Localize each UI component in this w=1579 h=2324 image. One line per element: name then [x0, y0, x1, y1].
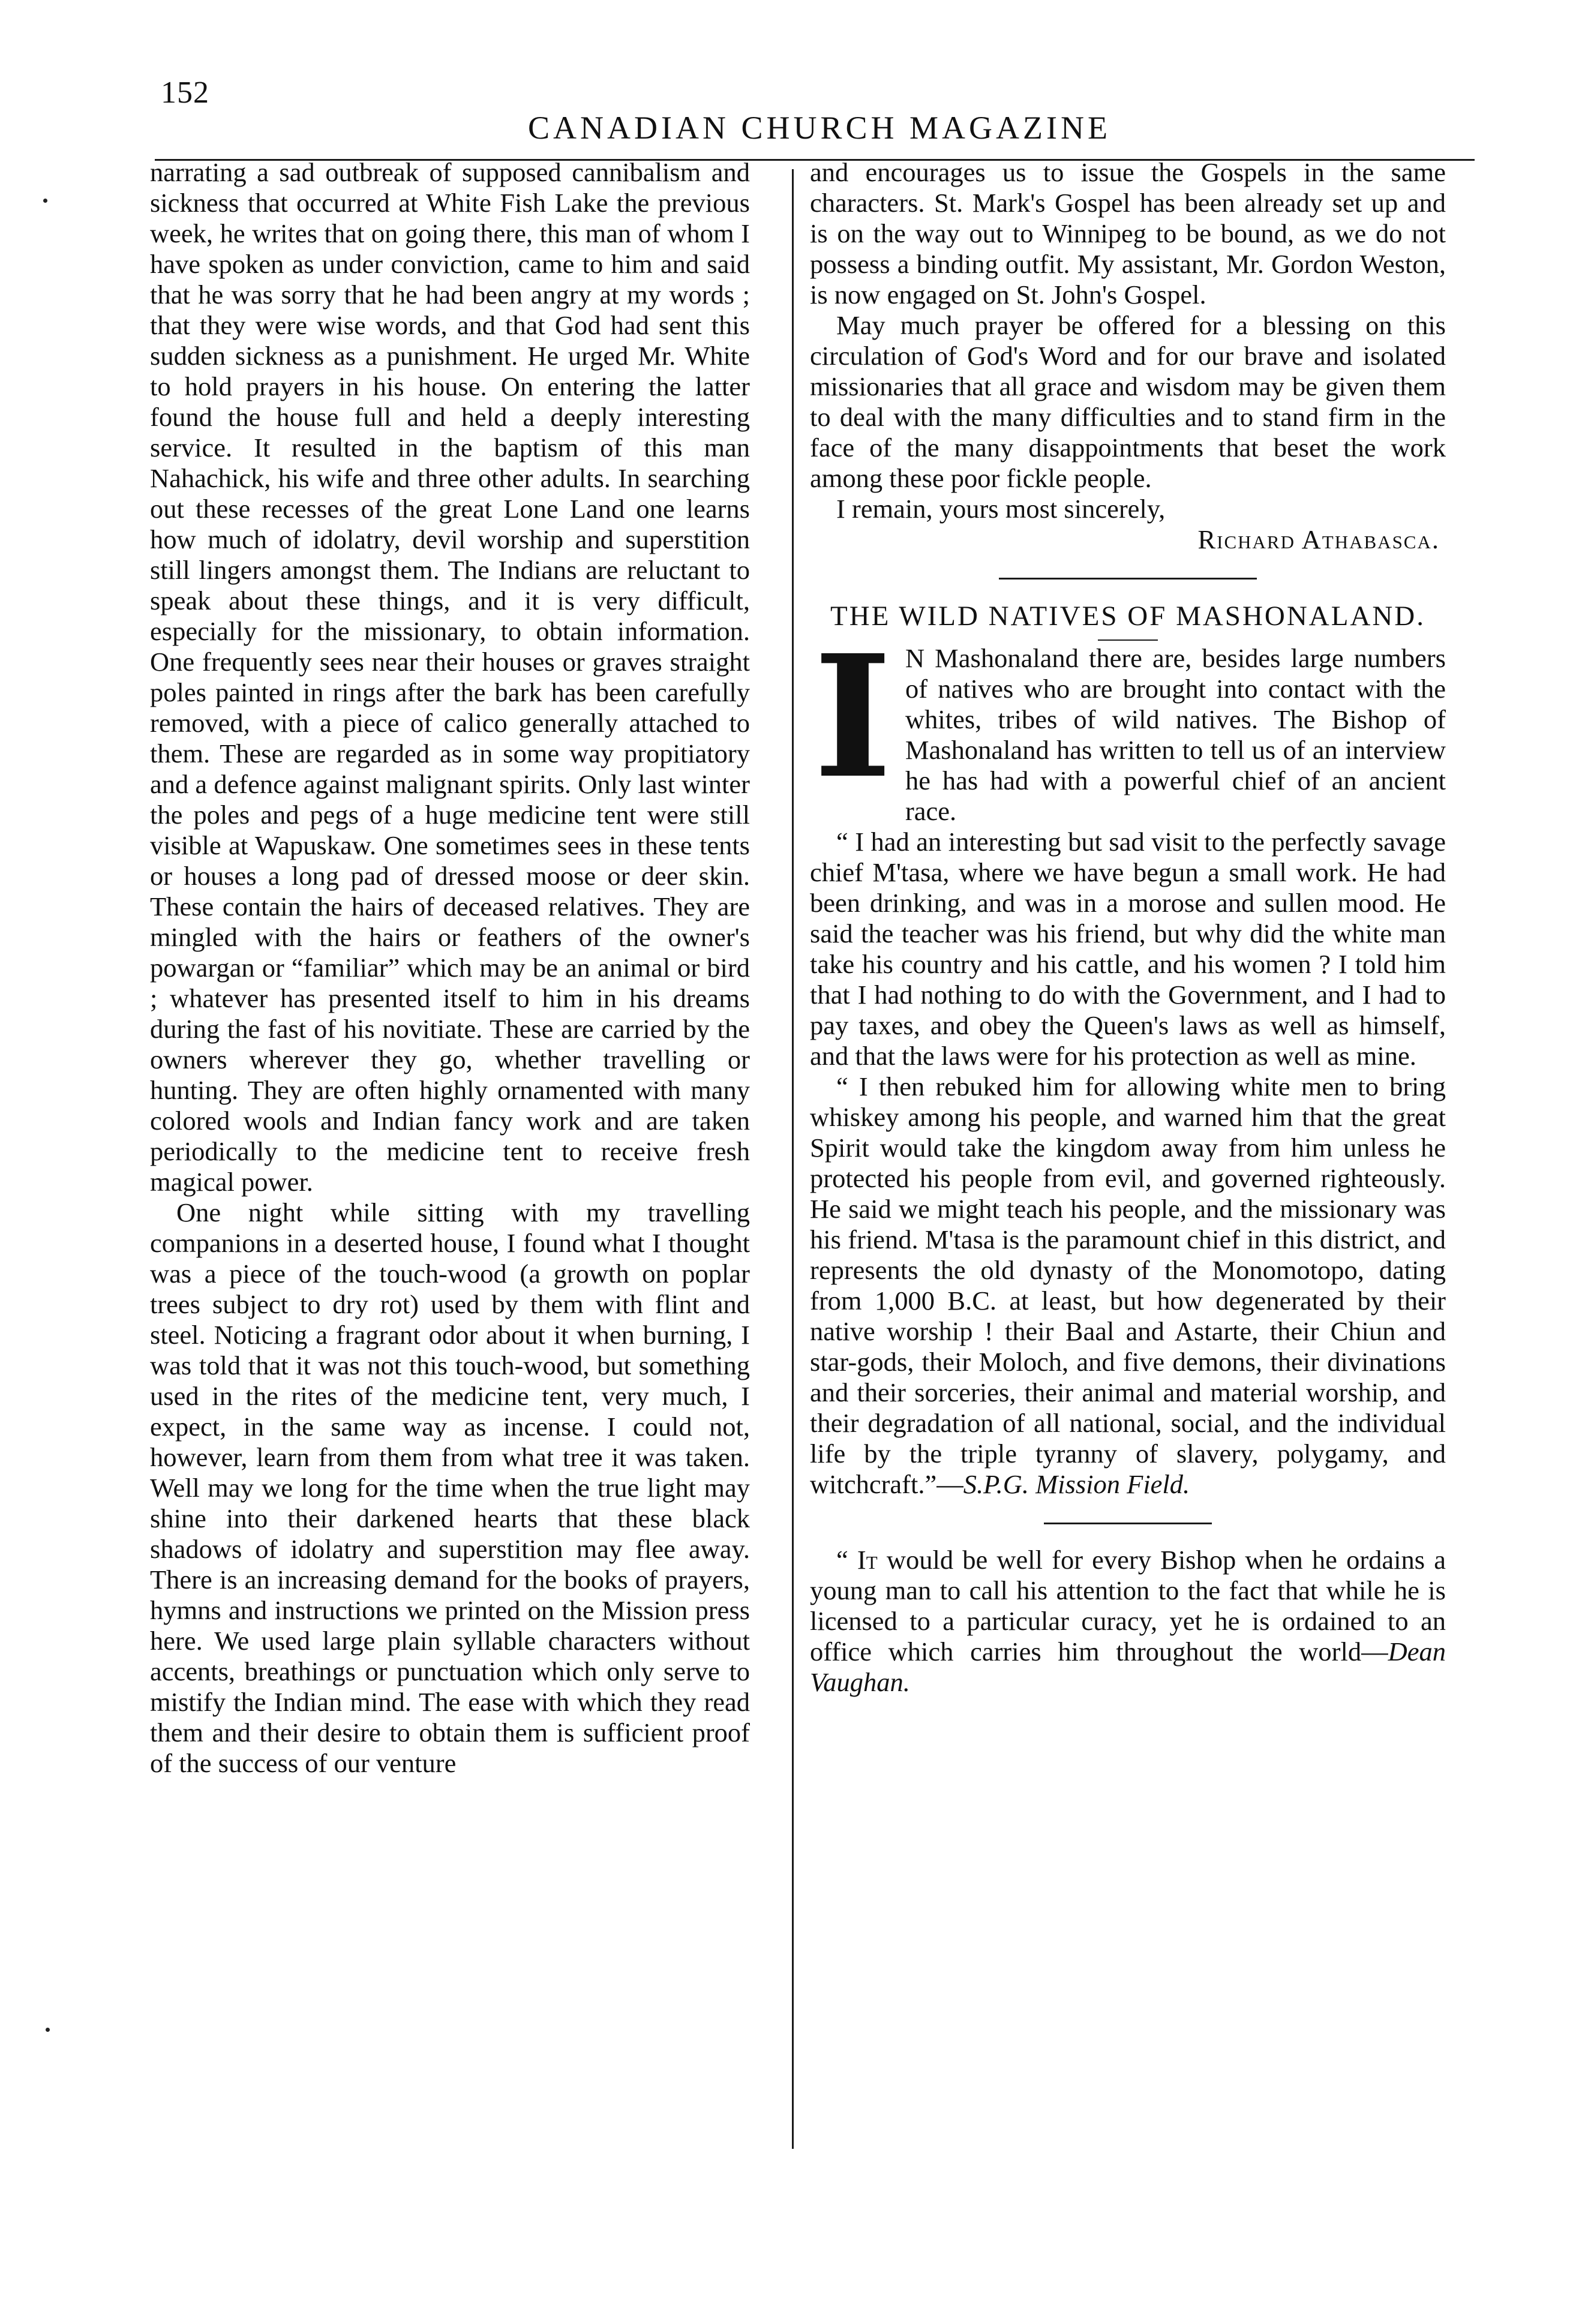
article-lead-text: N Mashonaland there are, besides large numbers of natives who are brought into contact with the whites, tribes of wild natives. The Bishop of Mashonaland has written to tell us of an interview he has had with a powerful chief of an ancient race.: [905, 643, 1446, 826]
running-head: CANADIAN CHURCH MAGAZINE: [528, 110, 1111, 146]
article-title: THE WILD NATIVES OF MASHONALAND.: [830, 600, 1425, 632]
body-paragraph: narrating a sad outbreak of supposed cannibalism and sickness that occurred at White Fish Lake the previous week, he writes that on going there, this man of whom I have spoken as under conviction, came to him and said that he was sorry that he had been angry at my words ; that they were wise words, and that God had sent this sudden sickness as a punishment. He urged Mr. White to hold prayers in his house. On entering the latter found the house full and held a deeply interesting service. It resulted in the baptism of this man Nahachick, his wife and three other adults. In searching out these recesses of the great Lone Land one learns how much of idolatry, devil worship and superstition still lingers amongst them. The Indians are reluctant to speak about these things, and it is very difficult, especially for the missionary, to obtain information. One frequently sees near their houses or graves straight poles painted in rings after the bark has been carefully removed, with a piece of calico generally attached to them. These are regarded as in some way propitiatory and a defence against malignant spirits. Only last winter the poles and pegs of a huge medicine tent were still visible at Wapuskaw. One sometimes sees in these tents or houses a long pad of dressed moose or deer skin. These contain the hairs of deceased relatives. They are mingled with the hairs or feathers of the owner's powargan or “familiar” which may be an animal or bird ; whatever has presented itself to him in his dreams during the fast of his novitiate. These are carried by the owners wherever they go, whether travelling or hunting. They are often highly ornamented with many colored wools and Indian fancy work and are taken periodically to the medicine tent to receive fresh magical power.: [150, 157, 750, 1197]
letter-paragraph: May much prayer be offered for a blessing on this circulation of God's Word and for our brave and isolated missionaries that all grace and wisdom may be given them to deal with the many difficulties and to stand firm in the face of the many disappointments that beset the work among these poor fickle people.: [810, 310, 1446, 493]
drop-cap: I: [813, 618, 892, 816]
section-divider: [1044, 1523, 1212, 1524]
section-divider: [999, 578, 1257, 580]
title-rule: [1098, 639, 1158, 641]
quote-author: Dean Vaughan.: [810, 1637, 1446, 1697]
quote-text: would be well for every Bishop when he ordains a young man to call his attention to the fact that while he is licensed to a particular curacy, yet he is ordained to an office which carries him throughout the world—: [810, 1545, 1446, 1667]
page-number: 152: [161, 76, 209, 110]
letter-paragraph: and encourages us to issue the Gospels in the same characters. St. Mark's Gospel has been already set up and is on the way out to Winnipeg to be bound, as we do not possess a binding outfit. My assistant, Mr. Gordon Weston, is now engaged on St. John's Gospel.: [810, 157, 1446, 310]
quote-lead-word: It: [857, 1545, 878, 1575]
column-rule: [792, 169, 794, 2149]
margin-dot: [43, 199, 47, 203]
article-paragraph: “ I had an interesting but sad visit to the perfectly savage chief M'tasa, where we have begun a small work. He had been drinking, and was in a morose and sullen mood. He said the teacher was his friend, but why did the white man take his country and his cattle, and his women ? I told him that I had nothing to do with the Government, and I had to pay taxes, and obey the Queen's laws as well as himself, and that the laws were for his protection as well as mine.: [810, 827, 1446, 1071]
article-paragraph-text: “ I then rebuked him for allowing white men to bring whiskey among his people, and warned him that the great Spirit would take the kingdom away from him unless he protected his people from evil, and governed righteously. He said we might teach his people, and the missionary was his friend. M'tasa is the paramount chief in this district, and represents the old dynasty of the Monomotopo, dating from 1,000 B.C. at least, but how degenerated by their native worship ! their Baal and Astarte, their Chiun and star-gods, their Moloch, and five demons, their divinations and their sorceries, their animal and material worship, and their degradation of all national, social, and the individual life by the triple tyranny of slavery, polygamy, and witchcraft.”—: [810, 1071, 1446, 1499]
letter-signature: Richard Athabasca.: [1197, 524, 1440, 554]
body-paragraph: One night while sitting with my travelling companions in a deserted house, I found what I thought was a piece of the touch-wood (a growth on poplar trees subject to dry rot) used by them with flint and steel. Noticing a fragrant odor about it when burning, I was told that it was not this touch-wood, but something used in the rites of the medicine tent, very much, I expect, in the same way as incense. I could not, however, learn from them from what tree it was taken. Well may we long for the time when the true light may shine into their darkened hearts that these black shadows of idolatry and superstition may flee away. There is an increasing demand for the books of prayers, hymns and instructions we printed on the Mission press here. We used large plain syllable characters without accents, breathings or punctuation which only serve to mistify the Indian mind. The ease with which they read them and their desire to obtain them is sufficient proof of the success of our venture: [150, 1197, 750, 1778]
letter-closing: I remain, yours most sincerely,: [836, 494, 1166, 524]
article-source: S.P.G. Mission Field.: [963, 1469, 1190, 1499]
right-column: [810, 157, 1446, 1698]
quote-open: “: [836, 1545, 857, 1575]
margin-dot: [46, 2028, 50, 2032]
quote-paragraph: [810, 1545, 1446, 1698]
left-column: [150, 157, 750, 1779]
article-lead-paragraph: [810, 618, 1446, 827]
article-paragraph: [810, 1071, 1446, 1500]
